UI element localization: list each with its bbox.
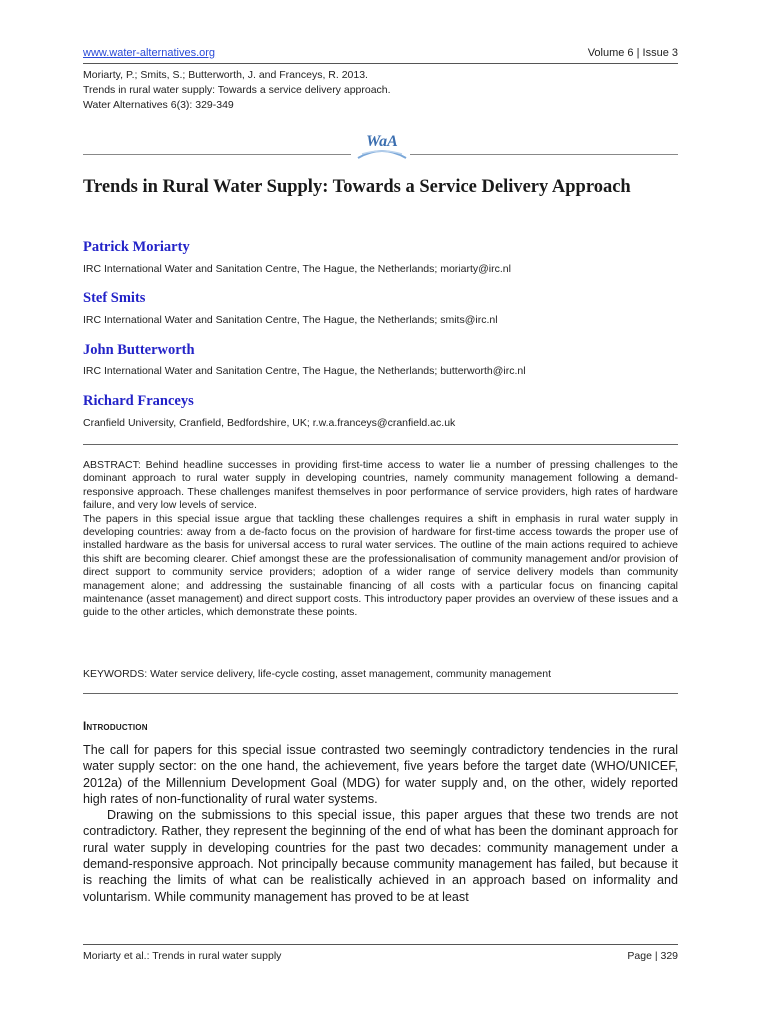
page-number: Page | 329 bbox=[627, 950, 678, 962]
author-affiliation: IRC International Water and Sanitation Centre, The Hague, the Netherlands; moriarty@irc.nl bbox=[83, 263, 511, 275]
keywords: KEYWORDS: Water service delivery, life-cycle costing, asset management, community management bbox=[83, 668, 551, 680]
header-divider bbox=[83, 63, 678, 64]
citation-line: Moriarty, P.; Smits, S.; Butterworth, J. and Franceys, R. 2013. bbox=[83, 69, 368, 81]
logo-divider-left bbox=[83, 154, 351, 155]
body-paragraph: The call for papers for this special issue contrasted two seemingly contradictory tendencies in the rural water supply sector: on the one hand, the achievement, five years before the target date (WHO/UNICEF, 2012a) of the Millennium Development Goal (MDG) for water supply and, on the other, widely reported high rates of non-functionality of rural water systems. bbox=[83, 743, 678, 806]
section-heading: Introduction bbox=[83, 721, 148, 733]
journal-header bbox=[83, 47, 678, 63]
body-text bbox=[83, 742, 678, 905]
citation-line: Water Alternatives 6(3): 329-349 bbox=[83, 99, 234, 111]
abstract-bottom-rule bbox=[83, 693, 678, 694]
author-name: Patrick Moriarty bbox=[83, 239, 190, 255]
author-affiliation: Cranfield University, Cranfield, Bedfordshire, UK; r.w.a.franceys@cranfield.ac.uk bbox=[83, 417, 456, 429]
article-title: Trends in Rural Water Supply: Towards a Service Delivery Approach bbox=[83, 177, 631, 197]
author-name: John Butterworth bbox=[83, 342, 195, 358]
author-affiliation: IRC International Water and Sanitation Centre, The Hague, the Netherlands; butterworth@irc.nl bbox=[83, 365, 526, 377]
citation-block bbox=[83, 68, 391, 113]
journal-logo bbox=[352, 124, 412, 162]
running-title: Moriarty et al.: Trends in rural water supply bbox=[83, 950, 282, 962]
journal-url-link[interactable]: www.water-alternatives.org bbox=[83, 47, 216, 59]
author-name: Richard Franceys bbox=[83, 393, 194, 409]
footer-divider bbox=[83, 944, 678, 945]
author-name: Stef Smits bbox=[83, 290, 146, 306]
abstract bbox=[83, 459, 678, 620]
abstract-paragraph: The papers in this special issue argue that tackling these challenges requires a shift in emphasis in rural water supply in developing countries: away from a de-facto focus on the provision of hardware for first-time access towards the proper use of installed hardware as the basis for universal access to rural water services. The outline of the main actions required to achieve this shift are becoming clearer. Chief amongst these are the professionalisation of community management and/or provision of direct support to community service providers; adoption of a wider range of service delivery models than community management alone; and addressing the sustainable financing of all costs with a particular focus on financing capital maintenance (asset management) and direct support costs. This introductory paper provides an overview of these issues and a guide to the other articles, which demonstrate these points. bbox=[83, 512, 678, 619]
logo-row bbox=[83, 122, 678, 162]
citation-line: Trends in rural water supply: Towards a service delivery approach. bbox=[83, 84, 391, 96]
body-paragraph: Drawing on the submissions to this special issue, this paper argues that these two trends are not contradictory. Rather, they represent the beginning of the end of what has been the dominant approach for rural water supply in developing countries for the past two decades: community management under a demand-responsive approach. Not principally because community management has failed, but because it is reaching the limits of what can be realistically achieved in an approach based on informality and voluntarism. While community management has proved to be at least bbox=[83, 808, 678, 904]
volume-issue: Volume 6 | Issue 3 bbox=[587, 47, 678, 59]
abstract-top-rule bbox=[83, 444, 678, 445]
author-affiliation: IRC International Water and Sanitation Centre, The Hague, the Netherlands; smits@irc.nl bbox=[83, 314, 498, 326]
logo-text: WaA bbox=[366, 133, 398, 150]
logo-divider-right bbox=[410, 154, 678, 155]
abstract-paragraph: ABSTRACT: Behind headline successes in providing first-time access to water lie a number of pressing challenges to the dominant approach to rural water supply in developing countries, namely community management following a demand-responsive approach. These challenges manifest themselves in poor performance of service providers, high rates of hardware failure, and very low levels of service. bbox=[83, 459, 678, 512]
